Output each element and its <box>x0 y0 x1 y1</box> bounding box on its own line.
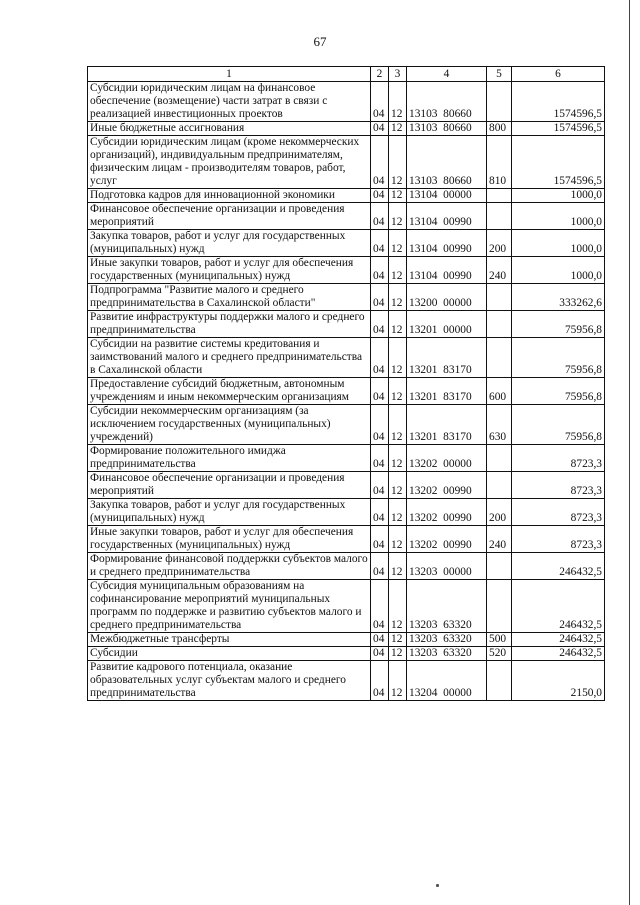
row-sum-cell: 8723,3 <box>512 526 605 553</box>
row-section-cell: 04 <box>371 647 389 661</box>
row-name-cell: Субсидии на развитие системы кредитования и заимствований малого и среднего предпринимательства в Сахалинской области <box>88 338 371 378</box>
row-section-cell: 04 <box>371 284 389 311</box>
row-name-cell: Иные закупки товаров, работ и услуг для обеспечения государственных (муниципальных) нужд <box>88 526 371 553</box>
row-expense-type-cell <box>487 580 512 633</box>
table-row <box>88 257 605 284</box>
header-col-1: 1 <box>88 67 371 82</box>
row-subsection-cell: 12 <box>389 203 407 230</box>
row-name-cell: Формирование финансовой поддержки субъектов малого и среднего предпринимательства <box>88 553 371 580</box>
row-section-cell: 04 <box>371 311 389 338</box>
row-target-article-cell: 13203 63320 <box>407 647 487 661</box>
row-expense-type-cell: 800 <box>487 122 512 136</box>
row-section-cell: 04 <box>371 499 389 526</box>
row-target-article-cell: 13201 83170 <box>407 378 487 405</box>
row-subsection-cell: 12 <box>389 338 407 378</box>
row-name-cell: Развитие инфраструктуры поддержки малого и среднего предпринимательства <box>88 311 371 338</box>
row-expense-type-cell: 810 <box>487 136 512 189</box>
row-subsection-cell: 12 <box>389 661 407 701</box>
table-row <box>88 633 605 647</box>
row-expense-type-cell: 520 <box>487 647 512 661</box>
row-section-cell: 04 <box>371 526 389 553</box>
row-sum-cell: 75956,8 <box>512 378 605 405</box>
row-name-cell: Финансовое обеспечение организации и проведения мероприятий <box>88 203 371 230</box>
row-section-cell: 04 <box>371 122 389 136</box>
row-subsection-cell: 12 <box>389 230 407 257</box>
row-target-article-cell: 13202 00990 <box>407 472 487 499</box>
row-sum-cell: 1574596,5 <box>512 122 605 136</box>
row-section-cell: 04 <box>371 203 389 230</box>
row-subsection-cell: 12 <box>389 499 407 526</box>
row-sum-cell: 1000,0 <box>512 257 605 284</box>
row-target-article-cell: 13202 00990 <box>407 526 487 553</box>
row-section-cell: 04 <box>371 445 389 472</box>
table-row <box>88 445 605 472</box>
row-name-cell: Субсидии <box>88 647 371 661</box>
row-subsection-cell: 12 <box>389 445 407 472</box>
row-expense-type-cell <box>487 661 512 701</box>
row-section-cell: 04 <box>371 633 389 647</box>
row-sum-cell: 246432,5 <box>512 553 605 580</box>
page-number: 67 <box>313 34 327 49</box>
row-sum-cell: 8723,3 <box>512 499 605 526</box>
row-expense-type-cell: 240 <box>487 526 512 553</box>
header-col-6: 6 <box>512 67 605 82</box>
row-expense-type-cell <box>487 189 512 203</box>
row-subsection-cell: 12 <box>389 580 407 633</box>
row-sum-cell: 246432,5 <box>512 647 605 661</box>
row-sum-cell: 8723,3 <box>512 472 605 499</box>
row-subsection-cell: 12 <box>389 136 407 189</box>
row-expense-type-cell: 240 <box>487 257 512 284</box>
row-target-article-cell: 13202 00990 <box>407 499 487 526</box>
row-name-cell: Закупка товаров, работ и услуг для государственных (муниципальных) нужд <box>88 499 371 526</box>
table-row <box>88 203 605 230</box>
row-sum-cell: 75956,8 <box>512 338 605 378</box>
header-row <box>88 67 605 82</box>
row-name-cell: Иные бюджетные ассигнования <box>88 122 371 136</box>
row-section-cell: 04 <box>371 257 389 284</box>
row-subsection-cell: 12 <box>389 311 407 338</box>
row-expense-type-cell <box>487 445 512 472</box>
table-row <box>88 647 605 661</box>
row-section-cell: 04 <box>371 661 389 701</box>
row-subsection-cell: 12 <box>389 633 407 647</box>
row-expense-type-cell: 600 <box>487 378 512 405</box>
scan-dot <box>436 884 439 887</box>
row-sum-cell: 1000,0 <box>512 203 605 230</box>
row-sum-cell: 1574596,5 <box>512 82 605 122</box>
row-target-article-cell: 13104 00000 <box>407 189 487 203</box>
row-name-cell: Иные закупки товаров, работ и услуг для обеспечения государственных (муниципальных) нужд <box>88 257 371 284</box>
table-row <box>88 338 605 378</box>
row-section-cell: 04 <box>371 405 389 445</box>
table-row <box>88 499 605 526</box>
row-sum-cell: 246432,5 <box>512 633 605 647</box>
budget-table <box>87 66 605 701</box>
table-row <box>88 472 605 499</box>
table-row <box>88 230 605 257</box>
row-name-cell: Субсидии юридическим лицам на финансовое обеспечение (возмещение) части затрат в связи с реализацией инвестиционных проектов <box>88 82 371 122</box>
row-name-cell: Закупка товаров, работ и услуг для государственных (муниципальных) нужд <box>88 230 371 257</box>
row-sum-cell: 8723,3 <box>512 445 605 472</box>
row-name-cell: Субсидии некоммерческим организациям (за исключением государственных (муниципальных) учреждений) <box>88 405 371 445</box>
header-col-3: 3 <box>389 67 407 82</box>
row-subsection-cell: 12 <box>389 257 407 284</box>
row-sum-cell: 1000,0 <box>512 189 605 203</box>
page-edge-line <box>629 0 630 905</box>
row-target-article-cell: 13103 80660 <box>407 122 487 136</box>
row-name-cell: Подпрограмма "Развитие малого и среднего предпринимательства в Сахалинской области" <box>88 284 371 311</box>
row-subsection-cell: 12 <box>389 647 407 661</box>
row-target-article-cell: 13202 00000 <box>407 445 487 472</box>
row-expense-type-cell <box>487 472 512 499</box>
table-row <box>88 526 605 553</box>
row-target-article-cell: 13201 83170 <box>407 338 487 378</box>
table-row <box>88 82 605 122</box>
row-target-article-cell: 13204 00000 <box>407 661 487 701</box>
row-sum-cell: 75956,8 <box>512 311 605 338</box>
row-section-cell: 04 <box>371 472 389 499</box>
row-target-article-cell: 13203 00000 <box>407 553 487 580</box>
header-col-5: 5 <box>487 67 512 82</box>
table-row <box>88 136 605 189</box>
row-target-article-cell: 13201 00000 <box>407 311 487 338</box>
row-target-article-cell: 13103 80660 <box>407 136 487 189</box>
row-subsection-cell: 12 <box>389 284 407 311</box>
row-name-cell: Развитие кадрового потенциала, оказание образовательных услуг субъектам малого и среднего предпринимательства <box>88 661 371 701</box>
row-expense-type-cell <box>487 311 512 338</box>
row-target-article-cell: 13203 63320 <box>407 633 487 647</box>
table-row <box>88 553 605 580</box>
row-expense-type-cell: 500 <box>487 633 512 647</box>
row-expense-type-cell: 630 <box>487 405 512 445</box>
row-section-cell: 04 <box>371 553 389 580</box>
row-target-article-cell: 13201 83170 <box>407 405 487 445</box>
row-expense-type-cell: 200 <box>487 499 512 526</box>
row-target-article-cell: 13103 80660 <box>407 82 487 122</box>
row-expense-type-cell <box>487 284 512 311</box>
table-row <box>88 284 605 311</box>
row-target-article-cell: 13104 00990 <box>407 203 487 230</box>
row-subsection-cell: 12 <box>389 472 407 499</box>
row-sum-cell: 333262,6 <box>512 284 605 311</box>
row-section-cell: 04 <box>371 378 389 405</box>
row-section-cell: 04 <box>371 82 389 122</box>
row-expense-type-cell <box>487 338 512 378</box>
row-expense-type-cell: 200 <box>487 230 512 257</box>
row-section-cell: 04 <box>371 230 389 257</box>
table-row <box>88 405 605 445</box>
row-target-article-cell: 13104 00990 <box>407 230 487 257</box>
row-expense-type-cell <box>487 553 512 580</box>
row-subsection-cell: 12 <box>389 122 407 136</box>
row-target-article-cell: 13203 63320 <box>407 580 487 633</box>
table-row <box>88 189 605 203</box>
row-section-cell: 04 <box>371 580 389 633</box>
row-subsection-cell: 12 <box>389 553 407 580</box>
row-sum-cell: 75956,8 <box>512 405 605 445</box>
table-row <box>88 122 605 136</box>
header-col-2: 2 <box>371 67 389 82</box>
row-name-cell: Субсидия муниципальным образованиям на софинансирование мероприятий муниципальных программ по поддержке и развитию субъектов малого и среднего предпринимательства <box>88 580 371 633</box>
row-subsection-cell: 12 <box>389 526 407 553</box>
row-name-cell: Предоставление субсидий бюджетным, автономным учреждениям и иным некоммерческим организациям <box>88 378 371 405</box>
row-sum-cell: 246432,5 <box>512 580 605 633</box>
table-row <box>88 311 605 338</box>
row-sum-cell: 1000,0 <box>512 230 605 257</box>
row-name-cell: Формирование положительного имиджа предпринимательства <box>88 445 371 472</box>
table-row <box>88 661 605 701</box>
row-sum-cell: 1574596,5 <box>512 136 605 189</box>
table-row <box>88 580 605 633</box>
row-name-cell: Подготовка кадров для инновационной экономики <box>88 189 371 203</box>
row-expense-type-cell <box>487 203 512 230</box>
row-name-cell: Субсидии юридическим лицам (кроме некоммерческих организаций), индивидуальным предпринимателям, физическим лицам - производителям товаров, работ, услуг <box>88 136 371 189</box>
row-subsection-cell: 12 <box>389 405 407 445</box>
row-name-cell: Межбюджетные трансферты <box>88 633 371 647</box>
table-body <box>88 82 605 701</box>
row-expense-type-cell <box>487 82 512 122</box>
row-name-cell: Финансовое обеспечение организации и проведения мероприятий <box>88 472 371 499</box>
row-subsection-cell: 12 <box>389 82 407 122</box>
row-target-article-cell: 13104 00990 <box>407 257 487 284</box>
header-col-4: 4 <box>407 67 487 82</box>
row-subsection-cell: 12 <box>389 189 407 203</box>
row-target-article-cell: 13200 00000 <box>407 284 487 311</box>
row-section-cell: 04 <box>371 338 389 378</box>
row-subsection-cell: 12 <box>389 378 407 405</box>
row-section-cell: 04 <box>371 136 389 189</box>
row-sum-cell: 2150,0 <box>512 661 605 701</box>
row-section-cell: 04 <box>371 189 389 203</box>
table-row <box>88 378 605 405</box>
